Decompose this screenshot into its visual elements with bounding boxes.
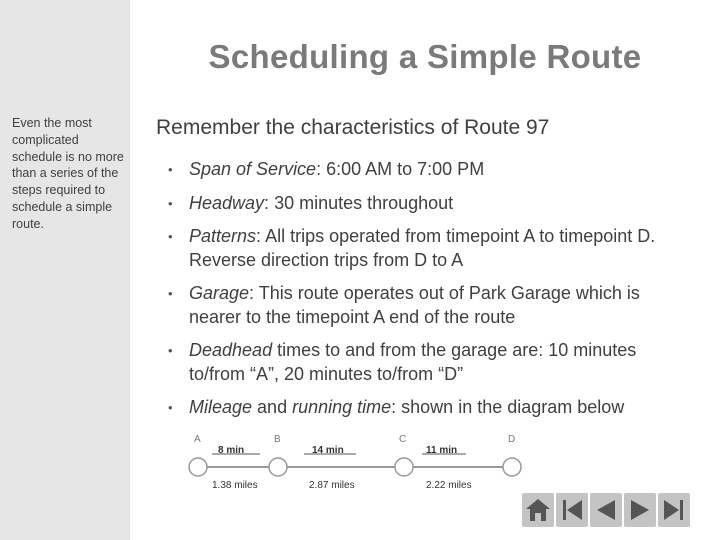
previous-slide-button[interactable] xyxy=(590,493,622,527)
sidebar-note: Even the most complicated schedule is no more than a series of the steps required to schedule a simple route. xyxy=(12,116,124,231)
bullet-separator: : xyxy=(256,226,262,246)
bullet-text: times to and from the garage are: 10 minutes to/from “A”, 20 minutes to/from “D” xyxy=(189,340,637,384)
timepoint-b-node xyxy=(269,458,287,476)
next-slide-icon xyxy=(624,493,656,527)
segment-miles-bc: 2.87 miles xyxy=(309,480,355,491)
timepoint-c-label: C xyxy=(399,434,407,445)
bullet-separator: : xyxy=(316,159,322,179)
next-slide-button[interactable] xyxy=(624,493,656,527)
bullet-connector: and xyxy=(252,397,293,417)
last-slide-icon xyxy=(658,493,690,527)
bullet-separator: : xyxy=(264,192,270,213)
bullet-span-of-service xyxy=(166,158,686,182)
slide-title: Scheduling a Simple Route xyxy=(208,38,642,75)
timepoint-d-label: D xyxy=(508,434,516,445)
bullet-dot-icon: • xyxy=(168,195,173,211)
bullet-mileage xyxy=(166,396,686,420)
previous-slide-icon xyxy=(590,493,622,527)
bullet-text: 30 minutes throughout xyxy=(269,192,454,213)
bullet-garage xyxy=(166,282,686,329)
bullet-text: 6:00 AM to 7:00 PM xyxy=(321,159,485,179)
first-slide-icon xyxy=(556,493,588,527)
segment-time-bc: 14 min xyxy=(312,445,344,456)
segment-time-ab: 8 min xyxy=(218,445,245,456)
bullet-term: Mileage xyxy=(189,397,253,417)
segment-miles-cd: 2.22 miles xyxy=(426,480,472,491)
bullet-text: All trips operated from timepoint A to timepoint D. Reverse direction trips from D to A xyxy=(189,226,656,270)
timepoint-b-label: B xyxy=(274,434,281,445)
bullet-dot-icon: • xyxy=(168,286,173,301)
timepoint-c-node xyxy=(395,458,413,476)
timepoint-a-label: A xyxy=(194,434,201,445)
bullet-dot-icon: • xyxy=(168,162,173,177)
home-icon xyxy=(522,493,554,527)
bullet-dot-icon: • xyxy=(168,343,173,358)
intro-text: Remember the characteristics of Route 97 xyxy=(156,116,550,139)
timepoint-d-node xyxy=(503,458,521,476)
sidebar xyxy=(0,0,130,540)
bullet-term: Headway xyxy=(189,192,265,213)
bullet-dot-icon: • xyxy=(168,400,173,415)
timepoint-a-node xyxy=(189,458,207,476)
bullet-term: Span of Service xyxy=(189,159,317,179)
last-slide-button[interactable] xyxy=(658,493,690,527)
bullet-term-secondary: running time xyxy=(292,397,392,417)
bullet-separator: : xyxy=(249,283,255,303)
bullet-dot-icon: • xyxy=(168,229,173,244)
slide-navigation xyxy=(522,493,688,527)
bullet-text: : shown in the diagram below xyxy=(391,397,625,417)
bullet-term: Garage xyxy=(189,283,250,303)
bullet-term: Patterns xyxy=(189,226,257,246)
bullet-headway xyxy=(166,192,686,216)
route-diagram xyxy=(170,426,540,496)
segment-miles-ab: 1.38 miles xyxy=(212,480,258,491)
bullet-deadhead xyxy=(166,339,686,386)
bullet-text: This route operates out of Park Garage which is nearer to the timepoint A end of the route xyxy=(189,283,640,327)
bullet-list xyxy=(166,158,686,430)
bullet-patterns xyxy=(166,225,686,272)
home-button[interactable] xyxy=(522,493,554,527)
bullet-term: Deadhead xyxy=(189,340,273,360)
first-slide-button[interactable] xyxy=(556,493,588,527)
segment-time-cd: 11 min xyxy=(426,445,458,456)
